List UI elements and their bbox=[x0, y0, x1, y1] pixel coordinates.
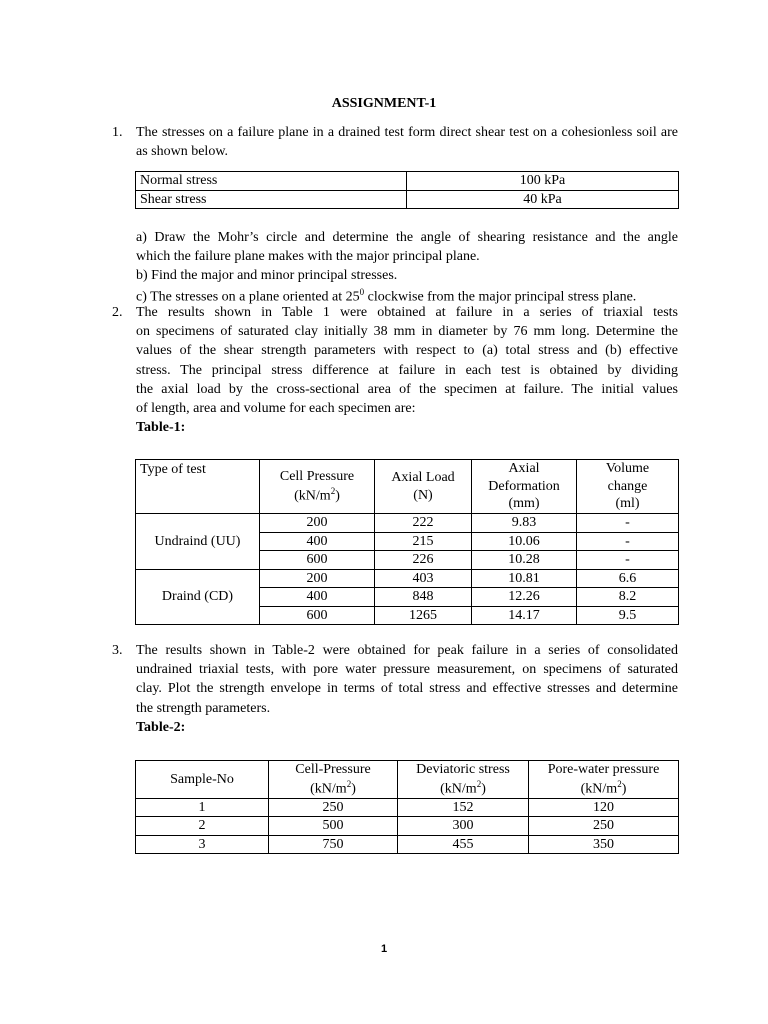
text-line: the axial load by the cross-sectional area of the specimen at failure. The initial values bbox=[136, 381, 678, 397]
header-axial-deformation bbox=[472, 460, 577, 514]
part-c-text: c) The stresses on a plane oriented at 25 bbox=[136, 289, 360, 305]
table-cell: 9.5 bbox=[577, 606, 679, 625]
question-text bbox=[136, 641, 678, 737]
table-cell: 6.6 bbox=[577, 569, 679, 588]
table-cell: 222 bbox=[375, 514, 472, 533]
question-2 bbox=[114, 303, 678, 443]
question-number: 3. bbox=[112, 643, 123, 658]
question-text: The stresses on a failure plane in a drained test form direct shear test on a cohesionless soil are as shown below. bbox=[136, 125, 678, 160]
text-line: values of the shear strength parameters with respect to (a) total stress and (b) effective bbox=[136, 343, 678, 359]
unit-text: (kN/m bbox=[580, 781, 618, 797]
table-cell: 848 bbox=[375, 588, 472, 607]
part-a-text: a) Draw the Mohr’s circle and determine the angle of shearing resistance and the angle bbox=[136, 230, 678, 245]
header-text: Volume bbox=[605, 461, 650, 477]
table-header-row bbox=[136, 761, 679, 799]
header-deviatoric-stress bbox=[398, 761, 529, 799]
text-line: on specimens of saturated clay initially 38 mm in diameter by 76 mm long. Determine the bbox=[136, 324, 678, 340]
unit-text: ) bbox=[335, 488, 340, 504]
header-text: Deviatoric stress bbox=[416, 762, 510, 777]
table-cell: 3 bbox=[136, 835, 269, 854]
table-cell: 40 kPa bbox=[407, 190, 679, 209]
table-cell: 1265 bbox=[375, 606, 472, 625]
table-cell: 10.28 bbox=[472, 551, 577, 570]
header-cell-pressure bbox=[260, 460, 375, 514]
question-number: 2. bbox=[112, 305, 123, 320]
triaxial-table bbox=[135, 459, 679, 625]
text-line: The results shown in Table 1 were obtained at failure in a series of triaxial tests bbox=[136, 305, 678, 320]
header-unit: (mm) bbox=[508, 496, 540, 512]
table-cell: 152 bbox=[398, 798, 529, 817]
unit-text: ) bbox=[481, 781, 486, 797]
page-title: ASSIGNMENT-1 bbox=[331, 96, 437, 111]
header-text: Axial bbox=[508, 461, 540, 477]
superscript: 2 bbox=[346, 778, 352, 789]
table-cell: 455 bbox=[398, 835, 529, 854]
superscript: 0 bbox=[359, 286, 365, 297]
question-number: 1. bbox=[112, 125, 123, 140]
table-cell: 600 bbox=[260, 606, 375, 625]
table-cell: 1 bbox=[136, 798, 269, 817]
question-1-parts bbox=[136, 228, 678, 306]
superscript: 2 bbox=[476, 778, 482, 789]
table-cell: 120 bbox=[529, 798, 679, 817]
table-cell: 12.26 bbox=[472, 588, 577, 607]
text-line: clay. Plot the strength envelope in terms of total stress and effective stresses and determine bbox=[136, 681, 678, 697]
header-text: Cell-Pressure bbox=[295, 762, 371, 777]
text-line: the strength parameters. bbox=[136, 700, 271, 716]
header-unit bbox=[273, 779, 393, 798]
table-title: Table-1: bbox=[136, 420, 186, 436]
table-cell: - bbox=[577, 532, 679, 551]
text-line: undrained triaxial tests, with pore water pressure measurement, on specimens of saturated bbox=[136, 662, 678, 678]
question-1 bbox=[114, 123, 678, 163]
table-cell: Shear stress bbox=[136, 190, 407, 209]
table-cell: - bbox=[577, 551, 679, 570]
table-row bbox=[136, 817, 679, 836]
table-row bbox=[136, 835, 679, 854]
pore-pressure-table bbox=[135, 760, 679, 854]
table-row bbox=[136, 569, 679, 588]
table-cell: 403 bbox=[375, 569, 472, 588]
stress-table bbox=[135, 171, 679, 209]
table-cell: 100 kPa bbox=[407, 172, 679, 191]
table-cell: 8.2 bbox=[577, 588, 679, 607]
unit-text: ) bbox=[621, 781, 627, 797]
header-unit bbox=[533, 779, 674, 798]
table-cell: 10.06 bbox=[472, 532, 577, 551]
table-cell: 10.81 bbox=[472, 569, 577, 588]
table-cell: 215 bbox=[375, 532, 472, 551]
table-cell: 600 bbox=[260, 551, 375, 570]
header-cell-pressure bbox=[269, 761, 398, 799]
part-b: b) Find the major and minor principal stresses. bbox=[136, 268, 398, 284]
part-a-line bbox=[136, 228, 678, 247]
table-cell: 2 bbox=[136, 817, 269, 836]
table-cell: 400 bbox=[260, 588, 375, 607]
table-row bbox=[136, 514, 679, 533]
page-number: 1 bbox=[380, 943, 388, 955]
table-cell: Normal stress bbox=[136, 172, 407, 191]
question-3 bbox=[114, 641, 678, 741]
table-cell: 9.83 bbox=[472, 514, 577, 533]
table-cell: 14.17 bbox=[472, 606, 577, 625]
header-text: Deformation bbox=[488, 478, 560, 494]
text-line: The results shown in Table-2 were obtained for peak failure in a series of consolidated bbox=[136, 643, 678, 658]
superscript: 2 bbox=[617, 778, 622, 789]
table-cell: 400 bbox=[260, 532, 375, 551]
header-text: Axial Load bbox=[391, 470, 455, 485]
table-cell: 250 bbox=[269, 798, 398, 817]
header-volume-change bbox=[577, 460, 679, 514]
table-cell: 250 bbox=[529, 817, 679, 836]
table-row bbox=[136, 190, 679, 209]
table-row bbox=[136, 172, 679, 191]
header-unit bbox=[402, 779, 524, 798]
superscript: 2 bbox=[330, 485, 336, 496]
header-sample: Sample-No bbox=[136, 761, 269, 799]
table-cell: 200 bbox=[260, 569, 375, 588]
table-title: Table-2: bbox=[136, 719, 186, 735]
header-pore-pressure bbox=[529, 761, 679, 799]
table-cell: 750 bbox=[269, 835, 398, 854]
group-name: Draind (CD) bbox=[136, 569, 260, 625]
question-text bbox=[136, 303, 678, 437]
header-text: change bbox=[607, 478, 648, 494]
table-cell: 200 bbox=[260, 514, 375, 533]
header-text: Cell Pressure bbox=[279, 469, 355, 485]
unit-text: ) bbox=[351, 781, 356, 797]
table-cell: 500 bbox=[269, 817, 398, 836]
header-unit: (N) bbox=[413, 487, 433, 503]
table-cell: - bbox=[577, 514, 679, 533]
text-line: of length, area and volume for each specimen are: bbox=[136, 400, 416, 416]
header-text: Pore-water pressure bbox=[547, 762, 660, 777]
table-cell: 300 bbox=[398, 817, 529, 836]
unit-text: (kN/m bbox=[440, 781, 477, 797]
unit-text: (kN/m bbox=[310, 781, 347, 797]
group-name: Undraind (UU) bbox=[136, 514, 260, 570]
table-row bbox=[136, 798, 679, 817]
table-header-row bbox=[136, 460, 679, 514]
header-unit bbox=[264, 486, 370, 505]
table-cell: 226 bbox=[375, 551, 472, 570]
part-c-text: clockwise from the major principal stress plane. bbox=[364, 289, 637, 305]
header-type: Type of test bbox=[136, 460, 260, 514]
unit-text: (kN/m bbox=[294, 488, 331, 504]
table-cell: 350 bbox=[529, 835, 679, 854]
header-axial-load bbox=[375, 460, 472, 514]
part-a-line: which the failure plane makes with the major principal plane. bbox=[136, 249, 480, 265]
header-unit: (ml) bbox=[615, 496, 640, 512]
text-line: stress. The principal stress difference at failure in each test is obtained by dividing bbox=[136, 362, 678, 378]
